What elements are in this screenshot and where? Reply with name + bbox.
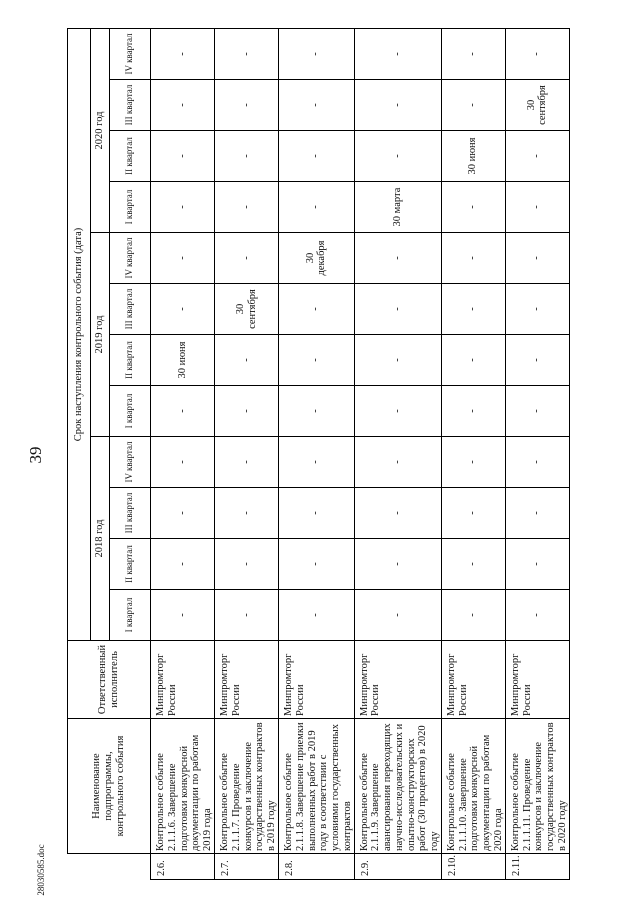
quarter-header: III квартал bbox=[110, 284, 151, 335]
quarter-header: I квартал bbox=[110, 590, 151, 641]
executor-cell: Минпромторг России bbox=[279, 641, 355, 719]
name-header: Наименование подпрограммы, контрольного события bbox=[68, 719, 151, 854]
row-number: 2.7. bbox=[215, 854, 279, 880]
empty-quarter-cell: - bbox=[279, 335, 355, 386]
row-number-header bbox=[68, 854, 151, 880]
row-number: 2.8. bbox=[279, 854, 355, 880]
empty-quarter-cell: - bbox=[215, 335, 279, 386]
empty-quarter-cell: - bbox=[151, 233, 215, 284]
empty-quarter-cell: - bbox=[441, 80, 505, 131]
empty-quarter-cell: - bbox=[151, 80, 215, 131]
event-date-cell: 30 марта bbox=[354, 182, 441, 233]
empty-quarter-cell: - bbox=[279, 28, 355, 79]
empty-quarter-cell: - bbox=[151, 590, 215, 641]
empty-quarter-cell: - bbox=[505, 590, 569, 641]
executor-cell: Минпромторг России bbox=[441, 641, 505, 719]
empty-quarter-cell: - bbox=[441, 437, 505, 488]
empty-quarter-cell: - bbox=[505, 488, 569, 539]
table-row bbox=[505, 28, 569, 879]
event-date-cell: 30 сентября bbox=[215, 284, 279, 335]
quarter-header: II квартал bbox=[110, 335, 151, 386]
empty-quarter-cell: - bbox=[441, 488, 505, 539]
quarter-header: II квартал bbox=[110, 131, 151, 182]
empty-quarter-cell: - bbox=[505, 182, 569, 233]
empty-quarter-cell: - bbox=[279, 539, 355, 590]
empty-quarter-cell: - bbox=[215, 131, 279, 182]
event-name: Контрольное событие 2.1.1.8. Завершение приемки выполненных работ в 2019 году в соответствии с условиями государственных контрактов bbox=[279, 719, 355, 854]
empty-quarter-cell: - bbox=[354, 335, 441, 386]
row-number: 2.11. bbox=[505, 854, 569, 880]
empty-quarter-cell: - bbox=[505, 437, 569, 488]
empty-quarter-cell: - bbox=[151, 131, 215, 182]
empty-quarter-cell: - bbox=[151, 28, 215, 79]
empty-quarter-cell: - bbox=[354, 28, 441, 79]
quarter-header: IV квартал bbox=[110, 437, 151, 488]
empty-quarter-cell: - bbox=[279, 590, 355, 641]
page-number: 39 bbox=[26, 446, 45, 464]
empty-quarter-cell: - bbox=[215, 233, 279, 284]
empty-quarter-cell: - bbox=[215, 386, 279, 437]
event-name: Контрольное событие 2.1.1.6. Завершение подготовки конкурсной документации по работам 2019 года bbox=[151, 719, 215, 854]
quarter-header: I квартал bbox=[110, 386, 151, 437]
year-header: 2020 год bbox=[91, 28, 110, 232]
empty-quarter-cell: - bbox=[441, 182, 505, 233]
empty-quarter-cell: - bbox=[279, 131, 355, 182]
empty-quarter-cell: - bbox=[215, 539, 279, 590]
row-number: 2.9. bbox=[354, 854, 441, 880]
quarter-header: I квартал bbox=[110, 182, 151, 233]
empty-quarter-cell: - bbox=[151, 437, 215, 488]
year-header: 2019 год bbox=[91, 233, 110, 437]
empty-quarter-cell: - bbox=[279, 437, 355, 488]
empty-quarter-cell: - bbox=[151, 488, 215, 539]
empty-quarter-cell: - bbox=[441, 335, 505, 386]
empty-quarter-cell: - bbox=[505, 539, 569, 590]
table-row bbox=[151, 28, 215, 879]
empty-quarter-cell: - bbox=[354, 488, 441, 539]
empty-quarter-cell: - bbox=[505, 131, 569, 182]
empty-quarter-cell: - bbox=[354, 80, 441, 131]
empty-quarter-cell: - bbox=[354, 233, 441, 284]
empty-quarter-cell: - bbox=[215, 80, 279, 131]
table-row bbox=[354, 28, 441, 879]
empty-quarter-cell: - bbox=[215, 488, 279, 539]
empty-quarter-cell: - bbox=[354, 437, 441, 488]
empty-quarter-cell: - bbox=[505, 233, 569, 284]
table-row bbox=[215, 28, 279, 879]
quarter-header: IV квартал bbox=[110, 233, 151, 284]
empty-quarter-cell: - bbox=[505, 284, 569, 335]
quarter-header: III квартал bbox=[110, 80, 151, 131]
empty-quarter-cell: - bbox=[441, 539, 505, 590]
executor-cell: Минпромторг России bbox=[505, 641, 569, 719]
event-name: Контрольное событие 2.1.1.9. Завершение авансирования переходящих научно-исследовательских и опытно-конструкторских работ (30 процентов) в 2020 году bbox=[354, 719, 441, 854]
empty-quarter-cell: - bbox=[441, 233, 505, 284]
empty-quarter-cell: - bbox=[441, 28, 505, 79]
event-name: Контрольное событие 2.1.1.7. Проведение конкурсов и заключение государственных контрактов в 2019 году bbox=[215, 719, 279, 854]
table-row bbox=[279, 28, 355, 879]
empty-quarter-cell: - bbox=[505, 386, 569, 437]
empty-quarter-cell: - bbox=[279, 284, 355, 335]
empty-quarter-cell: - bbox=[505, 28, 569, 79]
control-events-table bbox=[67, 28, 570, 880]
empty-quarter-cell: - bbox=[151, 284, 215, 335]
empty-quarter-cell: - bbox=[441, 386, 505, 437]
empty-quarter-cell: - bbox=[215, 590, 279, 641]
rotated-table-container bbox=[67, 30, 632, 880]
executor-cell: Минпромторг России bbox=[354, 641, 441, 719]
table-row bbox=[441, 28, 505, 879]
empty-quarter-cell: - bbox=[354, 539, 441, 590]
empty-quarter-cell: - bbox=[354, 131, 441, 182]
empty-quarter-cell: - bbox=[215, 437, 279, 488]
row-number: 2.6. bbox=[151, 854, 215, 880]
footer-filename: 28030585.doc bbox=[36, 844, 46, 896]
year-header: 2018 год bbox=[91, 437, 110, 641]
event-name: Контрольное событие 2.1.1.11. Проведение конкурсов и заключение государственных контрактов в 2020 году bbox=[505, 719, 569, 854]
quarter-header: II квартал bbox=[110, 539, 151, 590]
event-date-cell: 30 июня bbox=[441, 131, 505, 182]
event-name: Контрольное событие 2.1.1.10. Завершение подготовки конкурсной документации по работам 2020 года bbox=[441, 719, 505, 854]
empty-quarter-cell: - bbox=[505, 335, 569, 386]
empty-quarter-cell: - bbox=[151, 182, 215, 233]
quarter-header: IV квартал bbox=[110, 28, 151, 79]
empty-quarter-cell: - bbox=[279, 488, 355, 539]
executor-header: Ответственный исполнитель bbox=[68, 641, 151, 719]
event-date-cell: 30 сентября bbox=[505, 80, 569, 131]
executor-cell: Минпромторг России bbox=[151, 641, 215, 719]
empty-quarter-cell: - bbox=[441, 590, 505, 641]
executor-cell: Минпромторг России bbox=[215, 641, 279, 719]
empty-quarter-cell: - bbox=[279, 386, 355, 437]
empty-quarter-cell: - bbox=[215, 182, 279, 233]
row-number: 2.10. bbox=[441, 854, 505, 880]
empty-quarter-cell: - bbox=[151, 386, 215, 437]
empty-quarter-cell: - bbox=[279, 80, 355, 131]
empty-quarter-cell: - bbox=[279, 182, 355, 233]
empty-quarter-cell: - bbox=[354, 590, 441, 641]
empty-quarter-cell: - bbox=[354, 284, 441, 335]
empty-quarter-cell: - bbox=[354, 386, 441, 437]
empty-quarter-cell: - bbox=[215, 28, 279, 79]
event-date-cell: 30 декабря bbox=[279, 233, 355, 284]
quarter-header: III квартал bbox=[110, 488, 151, 539]
date-header: Срок наступления контрольного события (дата) bbox=[68, 28, 91, 640]
empty-quarter-cell: - bbox=[151, 539, 215, 590]
empty-quarter-cell: - bbox=[441, 284, 505, 335]
event-date-cell: 30 июня bbox=[151, 335, 215, 386]
